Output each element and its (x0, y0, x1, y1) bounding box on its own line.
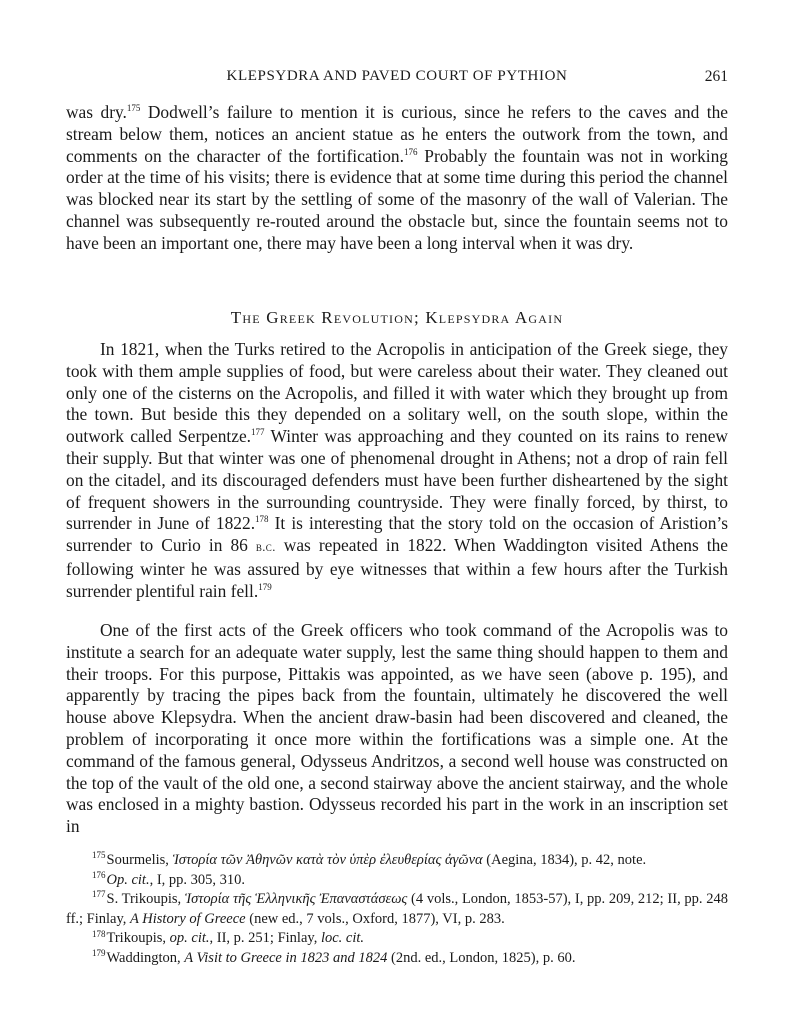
footnote-number: 175 (92, 850, 106, 861)
footnote-text: , II, p. 251; Finlay, (209, 930, 321, 947)
footnote-number: 178 (92, 928, 106, 939)
footnote-text: Trikoupis, (106, 930, 170, 947)
footnote-text: , I, pp. 305, 310. (149, 871, 246, 888)
footnote-text: S. Trikoupis, (106, 891, 185, 908)
footnote-ref-179: 179 (258, 581, 272, 592)
footnote-179 (66, 949, 728, 969)
running-title: KLEPSYDRA AND PAVED COURT OF PYTHION (226, 68, 568, 84)
footnote-text: (Aegina, 1834), p. 42, note. (482, 852, 647, 868)
footnote-number: 177 (92, 889, 106, 900)
era-abbreviation: b.c. (255, 540, 276, 555)
paragraph-1-text-c: Probably the fountain was not in working order at the time of his visits; there is evidence that at some time during this period the channel was blocked near its start by the settling of some of the masonry of the wall of Valerian. The channel was subsequently re-routed around the obstacle but, since the fountain seems not to have been an important one, there may have been a long interval when it was dry. (66, 145, 728, 253)
footnote-greek-title: Ἱστορία τῶν Ἀθηνῶν κατὰ τὸν ὑπὲρ ἐλευθερίας ἀγῶνα (172, 852, 483, 868)
footnote-italic: op. cit. (169, 930, 210, 947)
footnote-italic: A Visit to Greece in 1823 and 1824 (184, 949, 388, 966)
footnote-italic: Op. cit. (106, 871, 150, 888)
paragraph-1-text-a: was dry. (66, 102, 127, 122)
paragraph-3-text: One of the first acts of the Greek officers who took command of the Acropolis was to institute a search for an adequate water supply, lest the same thing should happen to them and their troops. For this purpose, Pittakis was appointed, as we have seen (above p. 195), and apparently by tracing the pipes back from the fountain, ultimately he discovered the well house above Klepsydra. When the ancient draw-basin had been discovered and cleaned, the problem of incorporating it once more within the fortifications was a simple one. At the command of the famous general, Odysseus Andritzos, a second well house was constructed on the top of the vault of the old one, a second stairway above the ancient stairway, and the whole was enclosed in a mighty bastion. Odysseus recorded his part in the work in an inscription set in (66, 620, 728, 837)
paragraph-2-text-b: Winter was approaching and they counted on its rains to renew their supply. But that winter was one of phenomenal drought in Athens; not a drop of rain fell on the citadel, and its discouraged defenders must have been further disheartened by the sight of frequent showers in the surrounding countryside. They were finally forced, by thirst, to surrender in June of 1822. (66, 426, 728, 534)
paragraph-2-text-a: In 1821, when the Turks retired to the Acropolis in anticipation of the Greek siege, they took with them ample supplies of food, but were careless about their water. They cleaned out only one of the cisterns on the Acropolis, and filled it with water which they brought up from the town. But beside this they depended on a solitary well, on the south slope, within the outwork called Serpentze. (66, 339, 728, 447)
footnote-number: 176 (92, 869, 106, 880)
footnotes (66, 851, 728, 969)
paragraph-1-text-b: Dodwell’s failure to mention it is curious, since he refers to the caves and the stream below them, notices an ancient statue as he enters the outwork from the town, and comments on the character of the fortification. (66, 102, 728, 166)
footnote-178 (66, 929, 728, 949)
footnote-ref-177: 177 (251, 427, 265, 438)
paragraph-3 (66, 620, 728, 838)
footnote-greek-title: Ἱστορία τῆς Ἑλληνικῆς Ἐπαναστάσεως (184, 891, 408, 908)
footnote-ref-178: 178 (255, 514, 269, 525)
footnote-text: (new ed., 7 vols., Oxford, 1877), VI, p. 283. (245, 910, 505, 927)
footnote-text: (4 vols., London, 1853-57), I, pp. 209, 212; II, pp. 248 ff.; Finlay, (66, 891, 728, 927)
footnote-text: Waddington, (106, 949, 185, 966)
footnote-italic: A History of Greece (130, 910, 246, 927)
paragraph-2 (66, 339, 728, 603)
running-head (66, 68, 728, 90)
footnote-177 (66, 890, 728, 929)
footnote-number: 179 (92, 948, 106, 959)
footnote-italic: loc. cit. (320, 930, 365, 947)
paragraph-2-text-c: It is interesting that the story told on the occasion of Aristion’s surrender to Curio in 86 (66, 513, 728, 556)
section-heading: The Greek Revolution; Klepsydra Again (230, 308, 564, 327)
paragraph-2-text-d: was repeated in 1822. When Waddington visited Athens the following winter he was assured by eye witnesses that within a few hours after the Turkish surrender plentiful rain fell. (66, 535, 728, 601)
footnote-175 (66, 851, 728, 871)
footnote-ref-175: 175 (126, 103, 141, 114)
footnote-text: (2nd. ed., London, 1825), p. 60. (387, 949, 576, 966)
footnote-ref-176: 176 (403, 146, 418, 157)
paragraph-1 (66, 102, 728, 255)
page-number: 261 (704, 68, 728, 85)
footnote-text: Sourmelis, (106, 852, 173, 868)
footnote-176 (66, 871, 728, 891)
